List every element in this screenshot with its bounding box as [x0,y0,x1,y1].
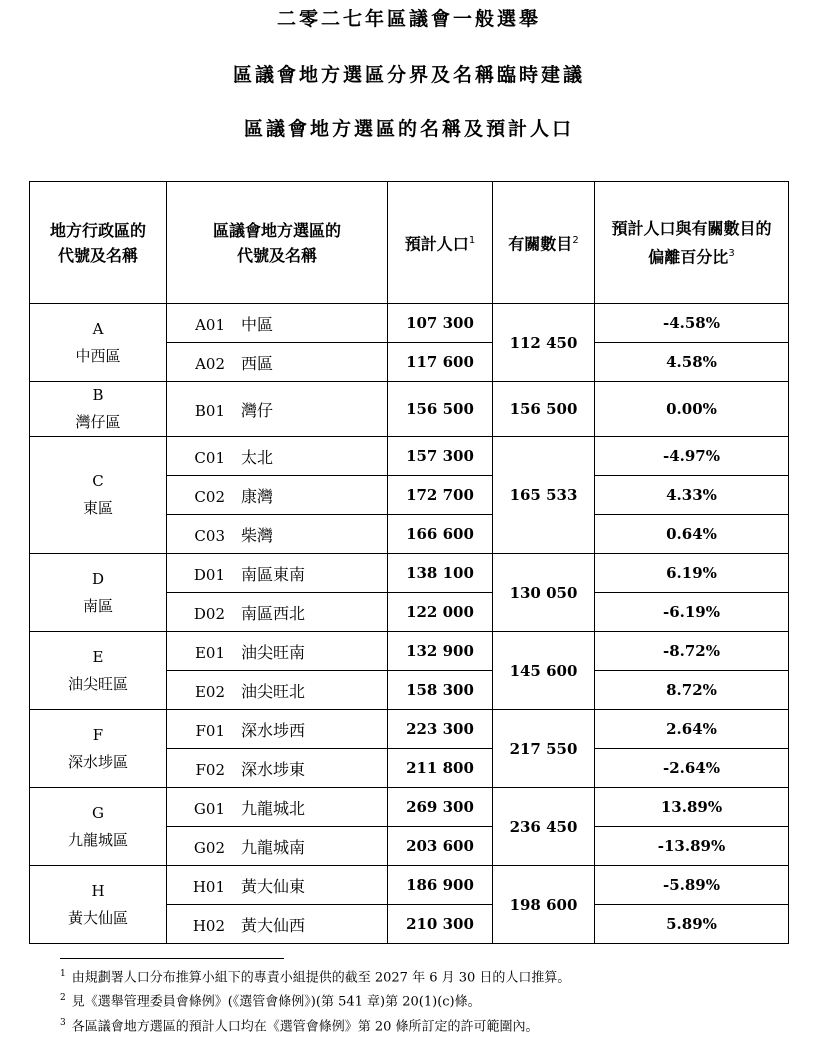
deviation-cell: 4.33% [595,476,789,515]
constituency-cell [167,632,388,671]
table-row [30,382,789,437]
deviation-cell: 0.64% [595,515,789,554]
header-population [388,182,493,304]
district-name: 黃大仙區 [67,908,128,927]
footnote-text: 各區議會地方選區的預計人口均在《選管會條例》第 20 條所訂定的許可範圍內。 [71,1018,539,1034]
footnote-text: 見《選舉管理委員會條例》(《選管會條例》)(第 541 章)第 20(1)(c)條。 [71,994,481,1010]
constituency-cell [167,749,388,788]
population-cell: 117 600 [388,343,493,382]
constituency-cell [167,437,388,476]
deviation-cell: -4.58% [595,304,789,343]
relevant-number-cell: 198 600 [493,866,595,944]
population-cell: 157 300 [388,437,493,476]
constituency-code: D02 [193,604,225,623]
constituency-code: C02 [194,487,225,506]
constituency-name: 黃大仙東 [241,876,306,896]
constituency-cell [167,827,388,866]
district-cell [30,866,167,944]
footnote-divider [60,958,284,959]
header-constituency [167,182,388,304]
constituency-code: H01 [192,877,225,896]
population-table [29,181,789,944]
constituency-cell [167,554,388,593]
footnotes [60,964,800,1037]
district-name: 油尖旺區 [67,674,128,693]
header-district-line1: 地方行政區的 [49,220,146,240]
relevant-number-cell: 165 533 [493,437,595,554]
population-cell: 122 000 [388,593,493,632]
table-row [30,304,789,343]
header-relevant-label: 有關數目 [508,234,573,254]
constituency-code: G02 [193,838,225,857]
district-name: 深水埗區 [67,752,128,771]
constituency-code: F02 [195,760,225,779]
table-body [30,304,789,944]
header-deviation [595,182,789,304]
deviation-cell: -8.72% [595,632,789,671]
footnote-text: 由規劃署人口分布推算小組下的專責小組提供的截至 2027 年 6 月 30 日的人口推算。 [71,970,571,986]
constituency-code: A02 [195,354,225,373]
constituency-cell [167,788,388,827]
constituency-cell [167,304,388,343]
header-deviation-footnote-mark: 3 [728,247,735,259]
table-row [30,710,789,749]
deviation-cell: -13.89% [595,827,789,866]
table-row [30,554,789,593]
footnote-1 [60,964,800,988]
district-cell [30,304,167,382]
district-cell [30,554,167,632]
district-cell [30,382,167,437]
constituency-name: 深水埗東 [241,759,306,779]
relevant-number-cell: 112 450 [493,304,595,382]
constituency-name: 深水埗西 [241,720,306,740]
constituency-name: 柴灣 [241,525,274,545]
population-cell: 132 900 [388,632,493,671]
constituency-name: 太北 [241,447,274,467]
footnote-mark: 3 [60,1017,66,1028]
relevant-number-cell: 156 500 [493,382,595,437]
population-cell: 166 600 [388,515,493,554]
constituency-cell [167,905,388,944]
footnote-3 [60,1013,800,1037]
district-cell [30,788,167,866]
relevant-number-cell: 130 050 [493,554,595,632]
district-name: 中西區 [75,346,121,365]
table-title: 區議會地方選區的名稱及預計人口 [243,118,574,140]
population-cell: 172 700 [388,476,493,515]
population-cell: 156 500 [388,382,493,437]
table-row [30,437,789,476]
constituency-code: F01 [195,721,225,740]
constituency-cell [167,382,388,437]
constituency-code: B01 [194,401,225,420]
deviation-cell: 5.89% [595,905,789,944]
header-population-label: 預計人口 [404,234,469,254]
district-cell [30,437,167,554]
district-code: F [92,725,104,744]
population-cell: 158 300 [388,671,493,710]
district-name: 九龍城區 [67,830,128,849]
district-code: G [92,803,104,822]
header-district-line2: 代號及名稱 [57,245,138,265]
population-cell: 211 800 [388,749,493,788]
header-constituency-line1: 區議會地方選區的 [212,220,341,240]
population-cell: 186 900 [388,866,493,905]
constituency-code: A01 [195,315,225,334]
district-code: D [91,569,105,588]
constituency-code: E02 [194,682,225,701]
footnote-mark: 2 [60,993,66,1004]
district-code: E [92,647,104,666]
population-cell: 269 300 [388,788,493,827]
table-row [30,866,789,905]
table-row [30,788,789,827]
constituency-cell [167,515,388,554]
constituency-code: D01 [193,565,225,584]
district-code: C [92,472,104,490]
constituency-name: 黃大仙西 [241,915,306,935]
constituency-cell [167,593,388,632]
constituency-cell [167,343,388,382]
district-cell [30,710,167,788]
district-name: 灣仔區 [75,413,121,431]
header-deviation-line1: 預計人口與有關數目的 [611,218,772,238]
deviation-cell: -6.19% [595,593,789,632]
deviation-cell: -4.97% [595,437,789,476]
constituency-cell [167,866,388,905]
constituency-cell [167,476,388,515]
constituency-name: 中區 [241,314,274,334]
district-code: H [91,881,105,900]
deviation-cell: 4.58% [595,343,789,382]
district-code: A [92,319,104,338]
relevant-number-cell: 145 600 [493,632,595,710]
header-deviation-line2: 偏離百分比 [648,247,729,267]
header-relevant-footnote-mark: 2 [572,235,579,247]
deviation-cell: 13.89% [595,788,789,827]
constituency-name: 南區西北 [241,603,306,623]
document-subtitle: 區議會地方選區分界及名稱臨時建議 [232,64,585,86]
relevant-number-cell: 236 450 [493,788,595,866]
footnote-2 [60,988,800,1012]
constituency-name: 西區 [241,353,274,373]
constituency-name: 康灣 [241,486,274,506]
constituency-code: E01 [194,643,225,662]
constituency-name: 油尖旺北 [241,681,306,701]
population-cell: 210 300 [388,905,493,944]
deviation-cell: 2.64% [595,710,789,749]
constituency-name: 南區東南 [241,564,306,584]
table-row [30,632,789,671]
district-name: 南區 [82,596,113,615]
district-code: B [92,386,104,404]
header-constituency-line2: 代號及名稱 [236,245,317,265]
deviation-cell: -5.89% [595,866,789,905]
constituency-name: 九龍城南 [241,837,306,857]
district-cell [30,632,167,710]
deviation-cell: 8.72% [595,671,789,710]
header-row [30,182,789,304]
deviation-cell: 6.19% [595,554,789,593]
constituency-code: C01 [194,448,225,467]
district-name: 東區 [82,499,113,517]
constituency-name: 油尖旺南 [241,642,306,662]
footnote-mark: 1 [60,969,66,979]
constituency-name: 灣仔 [241,400,274,420]
constituency-code: G01 [193,799,225,818]
header-district [30,182,167,304]
header-population-footnote-mark: 1 [468,235,476,247]
population-cell: 223 300 [388,710,493,749]
population-cell: 203 600 [388,827,493,866]
constituency-cell [167,671,388,710]
constituency-name: 九龍城北 [241,798,306,818]
constituency-code: C03 [194,526,225,545]
deviation-cell: -2.64% [595,749,789,788]
document-title: 二零二七年區議會一般選舉 [276,8,541,30]
constituency-cell [167,710,388,749]
header-relevant-number [493,182,595,304]
deviation-cell: 0.00% [595,382,789,437]
population-cell: 138 100 [388,554,493,593]
population-cell: 107 300 [388,304,493,343]
relevant-number-cell: 217 550 [493,710,595,788]
constituency-code: H02 [192,916,225,935]
